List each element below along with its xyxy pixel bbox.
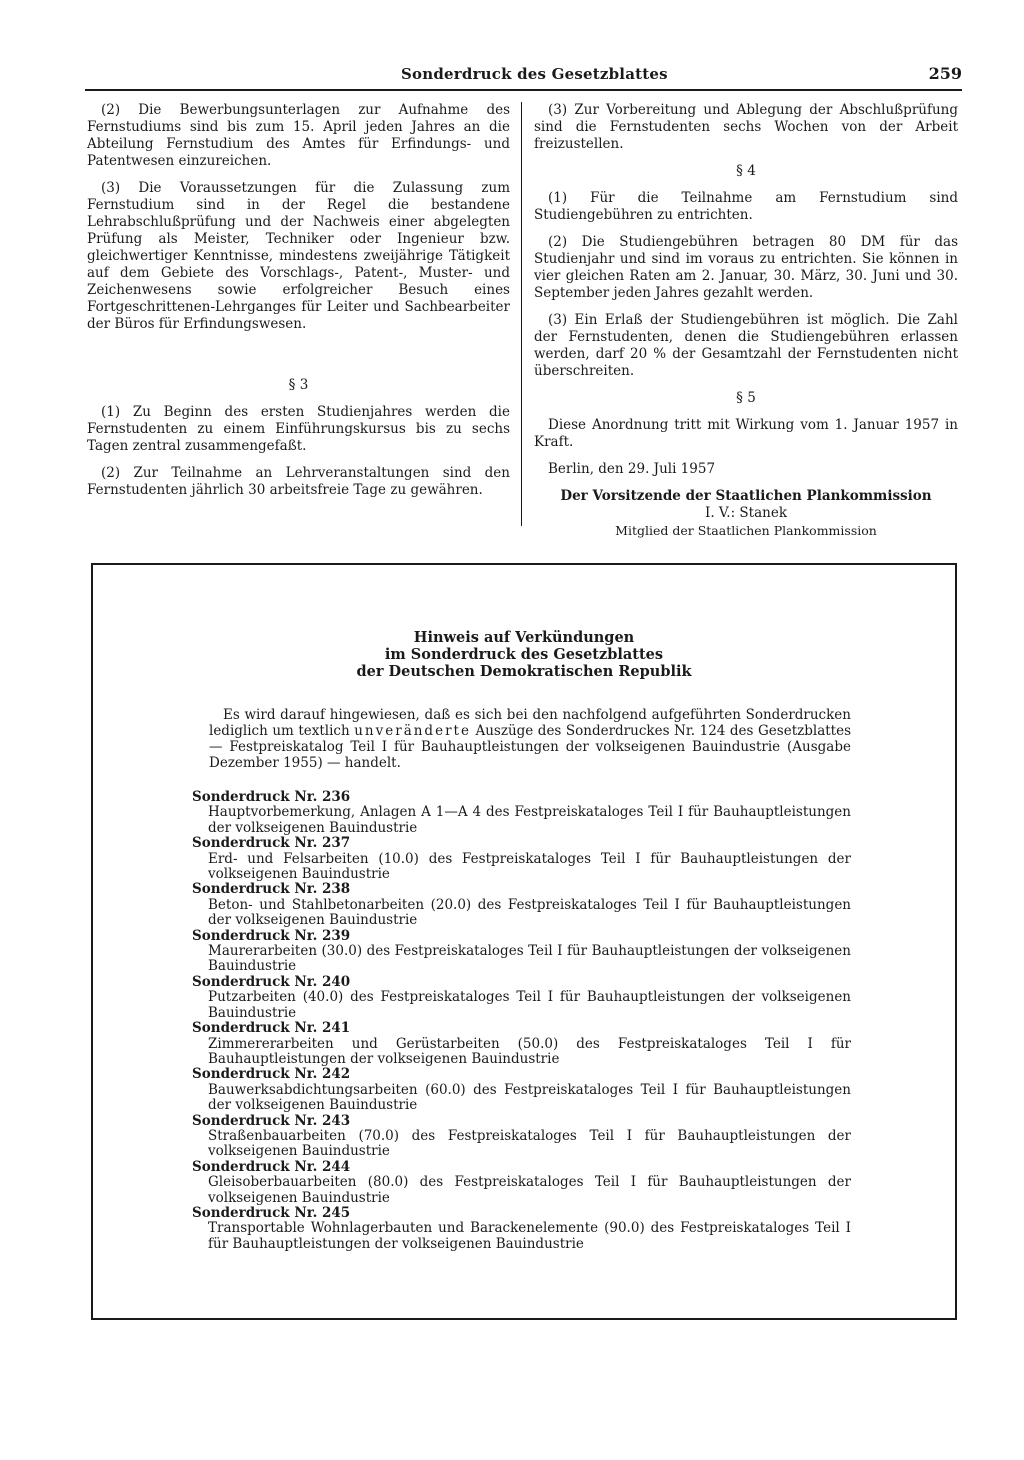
paragraph: (2) Die Bewerbungsunterlagen zur Aufnahme des Fernstudiums sind bis zum 15. April jeden Jahres an die Abteilung Fernstudium des Amtes für Erfindungs- und Patentwesen einzureichen.	[87, 102, 510, 169]
entry-description: Hauptvorbemerkung, Anlagen A 1—A 4 des Festpreiskataloges Teil I für Bauhauptleistungen der volkseigenen Bauindustrie	[208, 804, 851, 836]
signatory-name: I. V.: Stanek	[704, 505, 788, 521]
entry-description: Erd- und Felsarbeiten (10.0) des Festpreiskataloges Teil I für Bauhauptleistungen der volkseigenen Bauindustrie	[208, 850, 851, 883]
right-column	[534, 102, 958, 539]
list-item	[192, 1067, 851, 1113]
notice-title	[93, 629, 955, 680]
notice-title-line: Hinweis auf Verkündungen	[413, 629, 635, 646]
paragraph: (3) Zur Vorbereitung und Ablegung der Abschlußprüfung sind die Fernstudenten sechs Wochen von der Arbeit freizustellen.	[534, 102, 958, 152]
notice-box	[91, 563, 957, 1320]
paragraph: (3) Die Voraussetzungen für die Zulassung zum Fernstudium sind in der Regel die bestandene Lehrabschlußprüfung und der Nachweis einer abgelegten Prüfung als Meister, Techniker oder Ingenieur bzw. gleichwertiger Kenntnisse, mindestens zweijährige Tätigkeit auf dem Gebiete des Vorschlags-, Patent-, Muster- und Zeichenwesens sowie erfolgreicher Besuch eines Fortgeschrittenen-Lehrganges für Leiter und Sachbearbeiter der Büros für Erfindungswesen.	[87, 180, 510, 332]
list-item	[192, 1114, 851, 1160]
notice-intro	[209, 707, 851, 771]
list-item	[192, 1206, 851, 1252]
paragraph: (2) Zur Teilnahme an Lehrveranstaltungen sind den Fernstudenten jährlich 30 arbeitsfreie Tage zu gewähren.	[87, 465, 510, 498]
entry-description: Transportable Wohnlagerbauten und Barackenelemente (90.0) des Festpreiskataloges Teil I für Bauhauptleistungen der volkseigenen Bauindustrie	[208, 1220, 851, 1252]
page-number: 259	[928, 64, 962, 83]
section-heading: § 4	[736, 163, 756, 179]
signatory-organization: Der Vorsitzende der Staatlichen Plankommission	[560, 488, 932, 504]
entry-description: Gleisoberbauarbeiten (80.0) des Festpreiskataloges Teil I für Bauhauptleistungen der volkseigenen Bauindustrie	[208, 1174, 851, 1206]
list-item	[192, 975, 851, 1021]
paragraph: (1) Zu Beginn des ersten Studienjahres werden die Fernstudenten zu einem Einführungskursus bis zu sechs Tagen zentral zusammengefaßt.	[87, 404, 510, 454]
entry-description: Maurerarbeiten (30.0) des Festpreiskataloges Teil I für Bauhauptleistungen der volkseigenen Bauindustrie	[208, 943, 851, 975]
notice-list	[192, 790, 851, 1252]
entry-label: Sonderdruck Nr. 241	[192, 1020, 351, 1037]
list-item	[192, 1021, 851, 1067]
entry-label: Sonderdruck Nr. 244	[192, 1158, 351, 1175]
intro-text: Auszüge des Sonderdruckes Nr. 124 des Gesetzblattes — Festpreiskatalog Teil I für Bauhauptleistungen der volkseigenen Bauindustrie (Ausgabe Dezember 1955) — handelt.	[209, 723, 852, 771]
entry-description: Beton- und Stahlbetonarbeiten (20.0) des Festpreiskataloges Teil I für Bauhauptleistungen der volkseigenen Bauindustrie	[208, 896, 851, 929]
entry-label: Sonderdruck Nr. 243	[192, 1112, 351, 1129]
list-item	[192, 1160, 851, 1206]
intro-emphasis: unveränderte	[354, 723, 471, 739]
notice-title-line: der Deutschen Demokratischen Republik	[356, 663, 692, 680]
entry-description: Straßenbauarbeiten (70.0) des Festpreiskataloges Teil I für Bauhauptleistungen der volkseigenen Bauindustrie	[208, 1127, 851, 1160]
paragraph: (1) Für die Teilnahme am Fernstudium sind Studiengebühren zu entrichten.	[534, 190, 958, 223]
entry-description: Putzarbeiten (40.0) des Festpreiskataloges Teil I für Bauhauptleistungen der volkseigenen Bauindustrie	[208, 989, 851, 1021]
list-item	[192, 790, 851, 836]
entry-description: Zimmererarbeiten und Gerüstarbeiten (50.0) des Festpreiskataloges Teil I für Bauhauptleistungen der volkseigenen Bauindustrie	[208, 1035, 851, 1067]
date-line: Berlin, den 29. Juli 1957	[548, 461, 716, 477]
paragraph: Diese Anordnung tritt mit Wirkung vom 1. Januar 1957 in Kraft.	[534, 417, 958, 450]
left-column	[87, 102, 510, 509]
entry-label: Sonderdruck Nr. 236	[192, 789, 351, 805]
paragraph: (3) Ein Erlaß der Studiengebühren ist möglich. Die Zahl der Fernstudenten, denen die Studiengebühren erlassen werden, darf 20 % der Gesamtzahl der Fernstudenten nicht überschreiten.	[534, 312, 958, 379]
section-heading: § 3	[288, 377, 309, 393]
intro-text: Es wird darauf hingewiesen, daß es sich bei den nachfolgend aufgeführten Sonderdrucken lediglich um textlich	[209, 707, 851, 739]
running-title: Sonderdruck des Gesetzblattes	[401, 65, 668, 83]
list-item	[192, 929, 851, 975]
signature-block	[534, 488, 958, 539]
entry-label: Sonderdruck Nr. 245	[192, 1204, 351, 1221]
list-item	[192, 882, 851, 928]
column-divider	[521, 102, 522, 526]
paragraph: (2) Die Studiengebühren betragen 80 DM für das Studienjahr und sind im voraus zu entrichten. Sie können in vier gleichen Raten am 2. Januar, 30. März, 30. Juni und 30. September jeden Jahres gezahlt werden.	[534, 234, 958, 301]
entry-label: Sonderdruck Nr. 239	[192, 927, 351, 944]
signatory-title: Mitglied der Staatlichen Plankommission	[615, 523, 877, 538]
entry-label: Sonderdruck Nr. 238	[192, 881, 351, 898]
page-header	[85, 63, 962, 91]
entry-label: Sonderdruck Nr. 240	[192, 973, 351, 990]
entry-label: Sonderdruck Nr. 237	[192, 835, 351, 852]
entry-description: Bauwerksabdichtungsarbeiten (60.0) des Festpreiskataloges Teil I für Bauhauptleistungen der volkseigenen Bauindustrie	[208, 1081, 851, 1114]
section-heading: § 5	[736, 390, 756, 406]
entry-label: Sonderdruck Nr. 242	[192, 1066, 351, 1083]
list-item	[192, 836, 851, 882]
notice-title-line: im Sonderdruck des Gesetzblattes	[384, 646, 664, 663]
